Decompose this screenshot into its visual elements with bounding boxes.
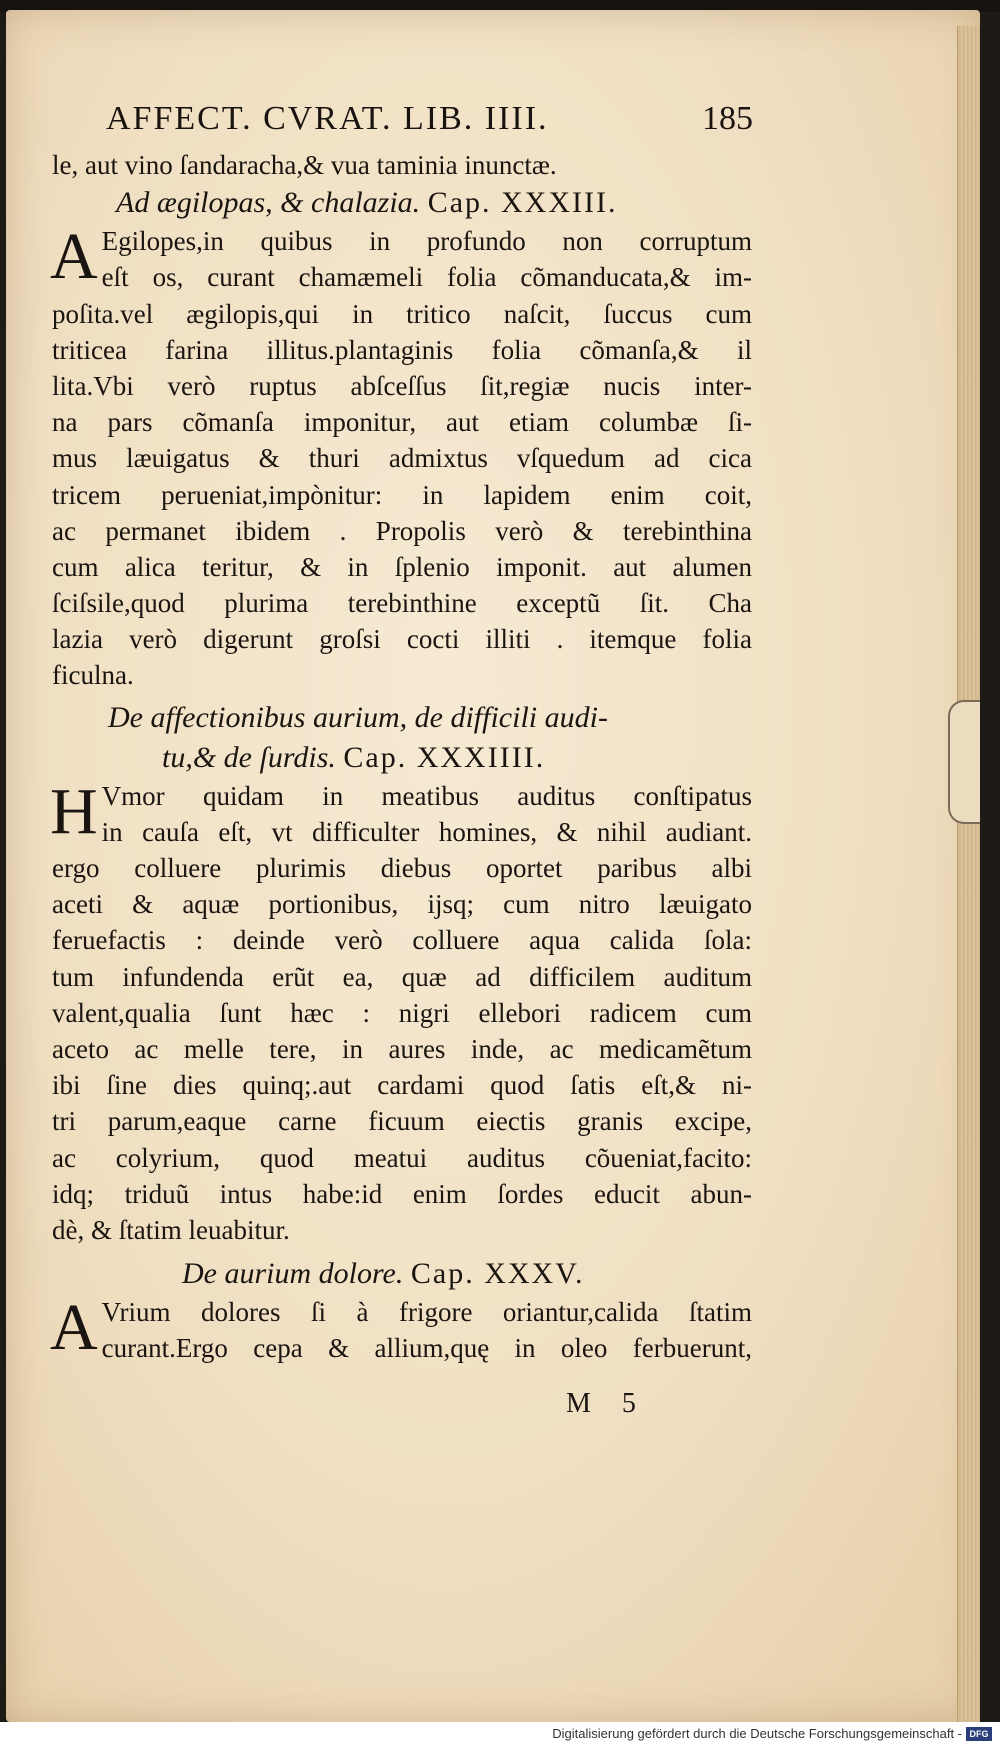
text-line: ac colyrium, quod meatui auditus cõueniat,facito: xyxy=(52,1142,752,1173)
text-line: na pars cõmanſa imponitur, aut etiam columbæ ſi- xyxy=(52,407,752,438)
drop-initial: A xyxy=(50,220,98,294)
drop-initial: H xyxy=(50,774,98,848)
text-line: lita.Vbi verò ruptus abſceſſus ſit,regiæ nucis inter- xyxy=(52,370,752,401)
chapter-number: Cap. XXXV. xyxy=(410,1257,585,1291)
text-line: ficulna. xyxy=(52,660,134,691)
footer-credit: Digitalisierung gefördert durch die Deutsche Forschungsgemeinschaft - xyxy=(552,1726,962,1741)
book-page xyxy=(6,10,980,1722)
text-line: aceto ac melle tere, in aures inde, ac medicamẽtum xyxy=(52,1033,752,1064)
chapter-title: De affectionibus aurium, de difficili audi- xyxy=(108,700,608,734)
text-line: tri parum,eaque carne ficuum eiectis granis excipe, xyxy=(52,1106,752,1137)
chapter-heading xyxy=(52,698,752,738)
text-line: ergo colluere plurimis diebus oportet paribus albi xyxy=(52,853,752,883)
text-line: idq; triduũ intus habe:id enim ſordes educit abun- xyxy=(52,1178,752,1209)
text-line: valent,qualia ſunt hæc : nigri ellebori radicem cum xyxy=(52,997,752,1028)
text-line: ac permanet ibidem . Propolis verò & terebinthina xyxy=(52,515,752,546)
text-line: lazia verò digerunt groſsi cocti illiti . itemque folia xyxy=(52,624,752,655)
chapter-number: Cap. XXXIII. xyxy=(427,186,618,220)
dfg-logo: DFG xyxy=(966,1727,992,1741)
chapter-heading-cont xyxy=(52,738,752,778)
text-line: ſciſsile,quod plurima terebinthine exceptũ ſit. Cha xyxy=(52,588,752,619)
chapter-title-cont: tu,& de ſurdis. xyxy=(162,740,336,774)
text-line: feruefactis : deinde verò colluere aqua calida ſola: xyxy=(52,925,752,956)
text-line: le, aut vino ſandaracha,& vua taminia inunctæ. xyxy=(52,150,557,180)
text-line: Vrium dolores ſi à frigore oriantur,calida ſtatim xyxy=(101,1297,752,1328)
text-line: aceti & aquæ portionibus, ijsq; cum nitro læuigato xyxy=(52,889,752,920)
text-line: dè, & ſtatim leuabitur. xyxy=(52,1214,290,1245)
catchword-signature: M 5 xyxy=(566,1388,648,1419)
text-line: Egilopes,in quibus in profundo non corruptum xyxy=(101,226,752,257)
page-number: 185 xyxy=(702,100,753,137)
digitization-footer xyxy=(0,1722,1000,1747)
chapter-title: De aurium dolore. xyxy=(182,1257,404,1291)
drop-initial: A xyxy=(50,1291,98,1365)
text-line: Vmor quidam in meatibus auditus conſtipatus xyxy=(101,780,752,811)
chapter-heading xyxy=(52,183,752,223)
chapter-heading xyxy=(52,1254,752,1294)
body-text xyxy=(52,147,752,1366)
text-line: cum alica teritur, & in ſplenio imponit. aut alumen xyxy=(52,551,752,582)
text-line: ibi ſine dies quinq;.aut cardami quod ſatis eſt,& ni- xyxy=(52,1070,752,1101)
text-line: mus læuigatus & thuri admixtus vſquedum ad cica xyxy=(52,443,752,474)
text-line: eſt os, curant chamæmeli folia cõmanducata,& im- xyxy=(101,262,752,293)
chapter-number: Cap. XXXIIII. xyxy=(343,740,546,774)
text-line: poſita.vel ægilopis,qui in tritico naſcit, ſuccus cum xyxy=(52,298,752,329)
page-tab-marker xyxy=(948,700,980,824)
text-line: tum infundenda erũt ea, quæ ad difficilem auditum xyxy=(52,961,752,992)
running-head: AFFECT. CVRAT. LIB. IIII. xyxy=(106,100,549,137)
text-line: curant.Ergo cepa & allium,quę in oleo ferbuerunt, xyxy=(101,1333,752,1364)
chapter-title: Ad ægilopas, & chalazia. xyxy=(116,186,421,220)
page-fore-edge xyxy=(957,26,980,1726)
text-line: tricem perueniat,impònitur: in lapidem enim coit, xyxy=(52,479,752,510)
text-line: triticea farina illitus.plantaginis folia cõmanſa,& il xyxy=(52,334,752,365)
text-line: in cauſa eſt, vt difficulter homines, & nihil audiant. xyxy=(101,816,752,847)
